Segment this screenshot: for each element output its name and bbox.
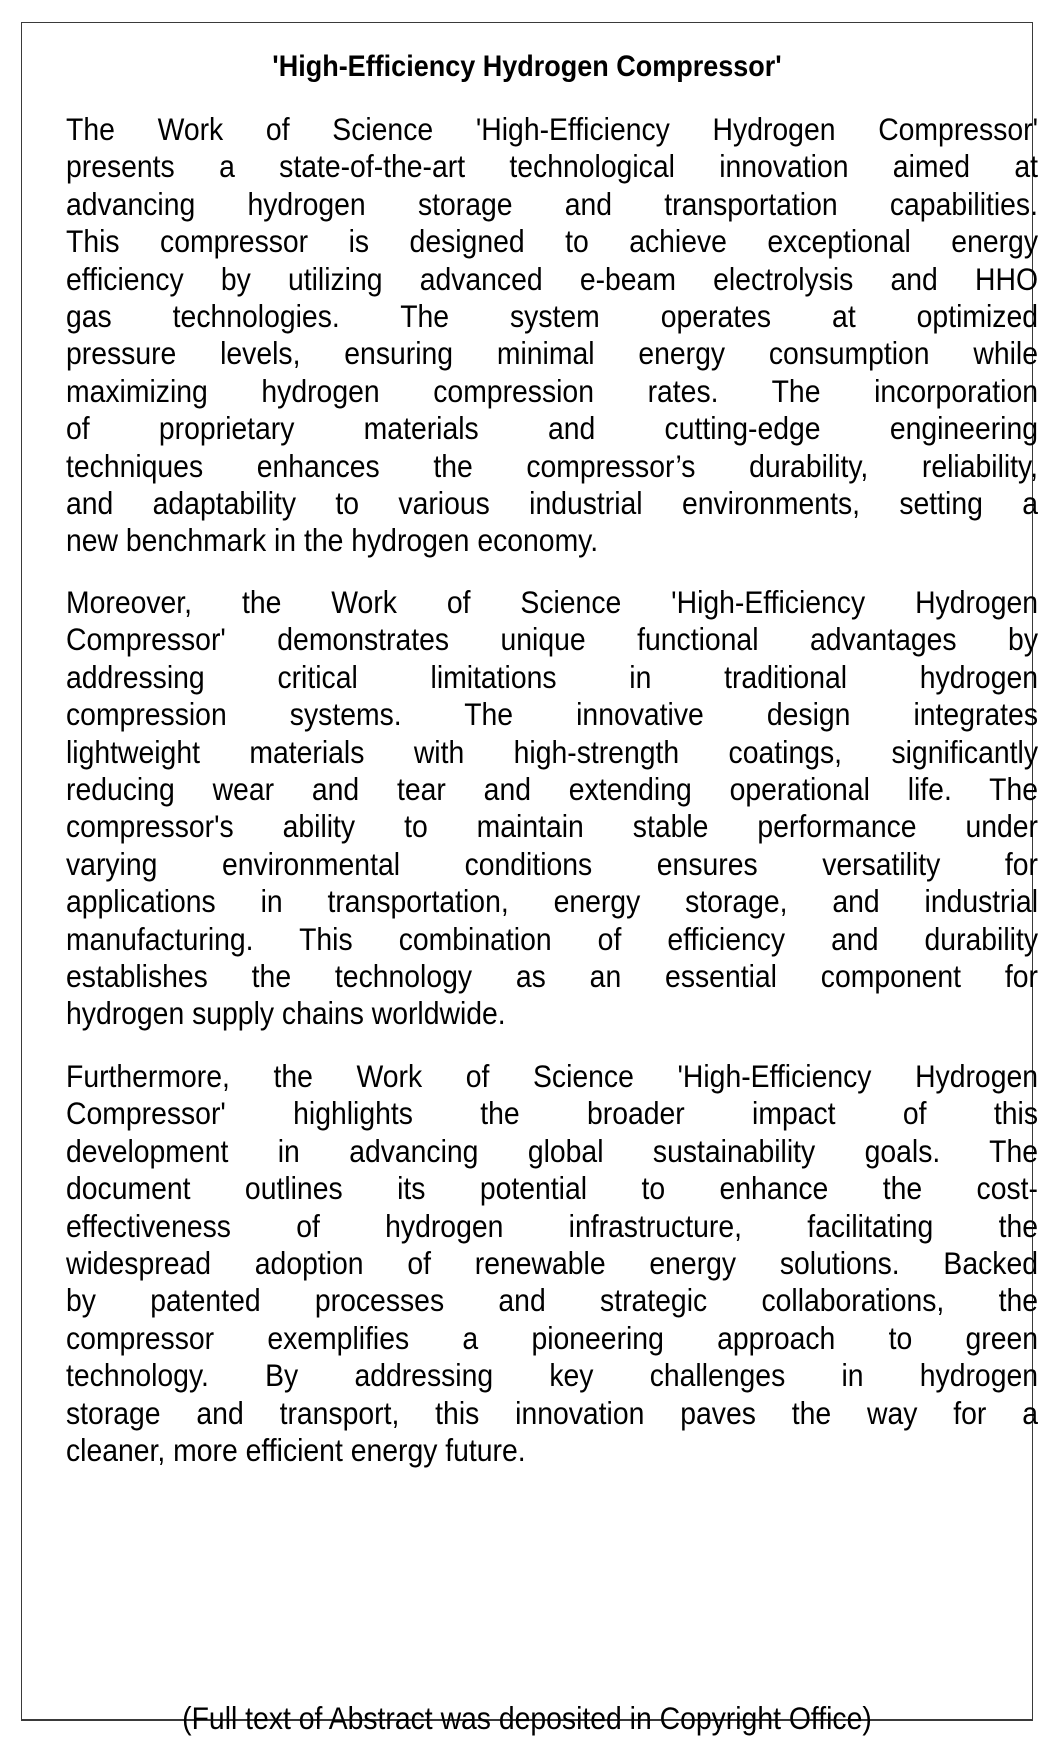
text-line: cleaner, more efficient energy future. — [66, 1431, 526, 1468]
text-line: The Work of Science 'High-Efficiency Hydrogen Compressor' — [66, 111, 1038, 147]
text-line: of proprietary materials and cutting-edge engineering — [66, 410, 1038, 447]
text-line: Compressor' highlights the broader impact of this — [66, 1095, 1038, 1132]
text-line: gas technologies. The system operates at optimized — [66, 297, 1038, 334]
text-line: compression systems. The innovative design integrates — [66, 696, 1038, 733]
text-line: technology. By addressing key challenges in hydrogen — [66, 1357, 1038, 1394]
text-line: pressure levels, ensuring minimal energy consumption while — [66, 335, 1038, 372]
text-line: This compressor is designed to achieve exceptional energy — [66, 223, 1038, 260]
text-line: applications in transportation, energy storage, and industrial — [66, 883, 1038, 920]
text-line: addressing critical limitations in traditional hydrogen — [66, 658, 1038, 695]
text-line: advancing hydrogen storage and transportation capabilities. — [66, 185, 1038, 222]
text-line: varying environmental conditions ensures versatility for — [66, 845, 1038, 882]
text-line: widespread adoption of renewable energy solutions. Backed — [66, 1244, 1038, 1281]
paragraph-3 — [66, 1058, 1038, 1469]
text-line: compressor exemplifies a pioneering approach to green — [66, 1319, 1038, 1356]
text-line: compressor's ability to maintain stable performance under — [66, 808, 1038, 845]
text-line: techniques enhances the compressor’s durability, reliability, — [66, 447, 1038, 484]
abstract-frame — [21, 22, 1038, 1736]
text-line: Moreover, the Work of Science 'High-Efficiency Hydrogen — [66, 584, 1038, 620]
text-line: lightweight materials with high-strength coatings, significantly — [66, 733, 1038, 770]
text-line: maximizing hydrogen compression rates. The incorporation — [66, 372, 1038, 409]
abstract-footer-note: (Full text of Abstract was deposited in Copyright Office) — [182, 1700, 872, 1736]
text-line: Compressor' demonstrates unique functional advantages by — [66, 621, 1038, 658]
text-line: reducing wear and tear and extending operational life. The — [66, 770, 1038, 807]
paragraph-1 — [66, 111, 1038, 560]
text-line: hydrogen supply chains worldwide. — [66, 995, 506, 1032]
text-line: establishes the technology as an essential component for — [66, 957, 1038, 994]
document-title: 'High-Efficiency Hydrogen Compressor' — [272, 50, 782, 83]
text-line: storage and transport, this innovation paves the way for a — [66, 1394, 1038, 1431]
text-line: document outlines its potential to enhance the cost- — [66, 1170, 1038, 1207]
text-line: and adaptability to various industrial environments, setting a — [66, 484, 1038, 521]
text-line: Furthermore, the Work of Science 'High-Efficiency Hydrogen — [66, 1058, 1038, 1094]
text-line: efficiency by utilizing advanced e-beam electrolysis and HHO — [66, 260, 1038, 297]
text-line: development in advancing global sustainability goals. The — [66, 1132, 1038, 1169]
text-line: effectiveness of hydrogen infrastructure, facilitating the — [66, 1207, 1038, 1244]
text-line: presents a state-of-the-art technological innovation aimed at — [66, 148, 1038, 185]
text-line: new benchmark in the hydrogen economy. — [66, 522, 599, 559]
paragraph-2 — [66, 584, 1038, 1033]
text-line: by patented processes and strategic collaborations, the — [66, 1282, 1038, 1319]
text-line: manufacturing. This combination of efficiency and durability — [66, 920, 1038, 957]
